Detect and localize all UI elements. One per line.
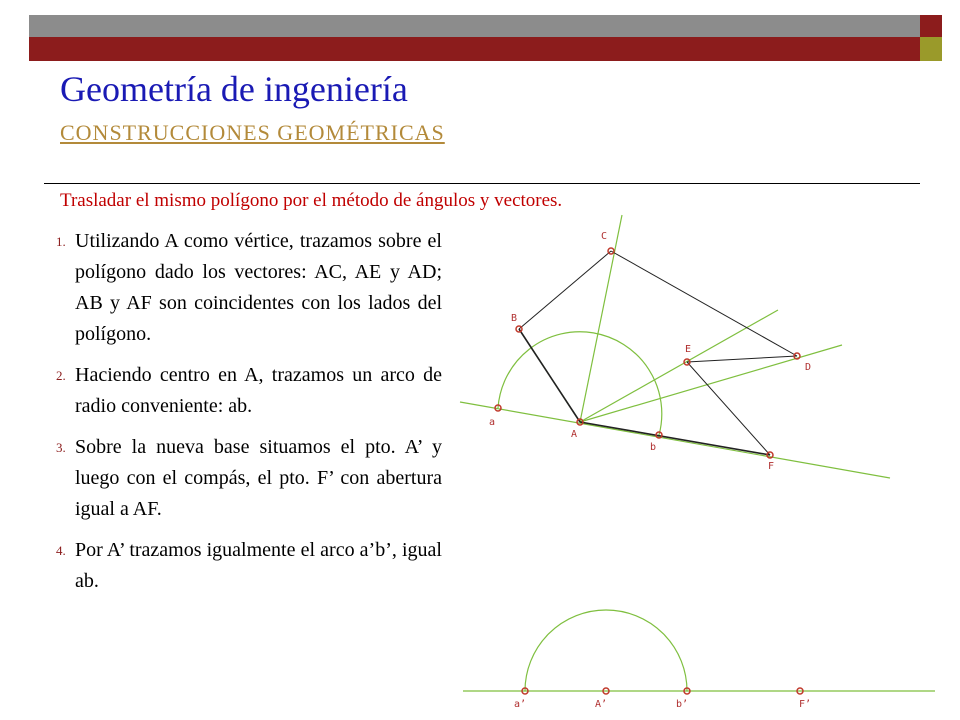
- label-e: E: [685, 344, 692, 355]
- polygon-side-ef: [687, 362, 770, 455]
- step-text: Utilizando A como vértice, trazamos sobre el polígono dado los vectores: AC, AE y AD; AB y AF son coincidentes con los lados del polígono.: [75, 230, 442, 345]
- step-number: 3.: [56, 440, 66, 455]
- polygon-side-bc: [519, 251, 611, 329]
- step-number: 4.: [56, 543, 66, 558]
- points: [495, 248, 803, 694]
- point-labels: [489, 231, 811, 710]
- step-text: Por A’ trazamos igualmente el arco a’b’, igual ab.: [75, 539, 442, 592]
- label-b-small-prime: b’: [676, 699, 689, 710]
- label-a-prime: A’: [595, 699, 608, 710]
- label-b-small: b: [650, 442, 657, 453]
- base-line-af: [460, 402, 890, 478]
- polygon-side-ab: [519, 329, 580, 422]
- vector-line-ae: [580, 310, 778, 422]
- polygon-side-af: [580, 422, 770, 455]
- polygon-side-de: [687, 356, 797, 362]
- step-number: 1.: [56, 234, 66, 249]
- polygon-side-cd: [611, 251, 797, 356]
- label-b: B: [511, 313, 518, 324]
- vector-line-ac: [580, 215, 622, 422]
- step-text: Haciendo centro en A, trazamos un arco de radio conveniente: ab.: [75, 364, 442, 417]
- construction-lines: [460, 215, 935, 691]
- vector-line-ad: [580, 345, 842, 422]
- step-number: 2.: [56, 368, 66, 383]
- slide-subtitle[interactable]: CONSTRUCCIONES GEOMÉTRICAS: [60, 120, 445, 145]
- label-f: F: [768, 461, 775, 472]
- label-c: C: [601, 231, 608, 242]
- polygon-lines: [519, 251, 797, 455]
- label-f-prime: F’: [799, 699, 812, 710]
- label-a: A: [571, 429, 578, 440]
- label-a-small-prime: a’: [514, 699, 527, 710]
- label-d: D: [805, 362, 812, 373]
- step-text: Sobre la nueva base situamos el pto. A’ y luego con el compás, el pto. F’ con abertura igual a AF.: [75, 436, 442, 520]
- slide-title: Geometría de ingeniería: [60, 69, 408, 109]
- label-a-small: a: [489, 417, 496, 428]
- instruction-text: Trasladar el mismo polígono por el método de ángulos y vectores.: [60, 190, 563, 211]
- arc-a-prime-b-prime: [525, 610, 687, 691]
